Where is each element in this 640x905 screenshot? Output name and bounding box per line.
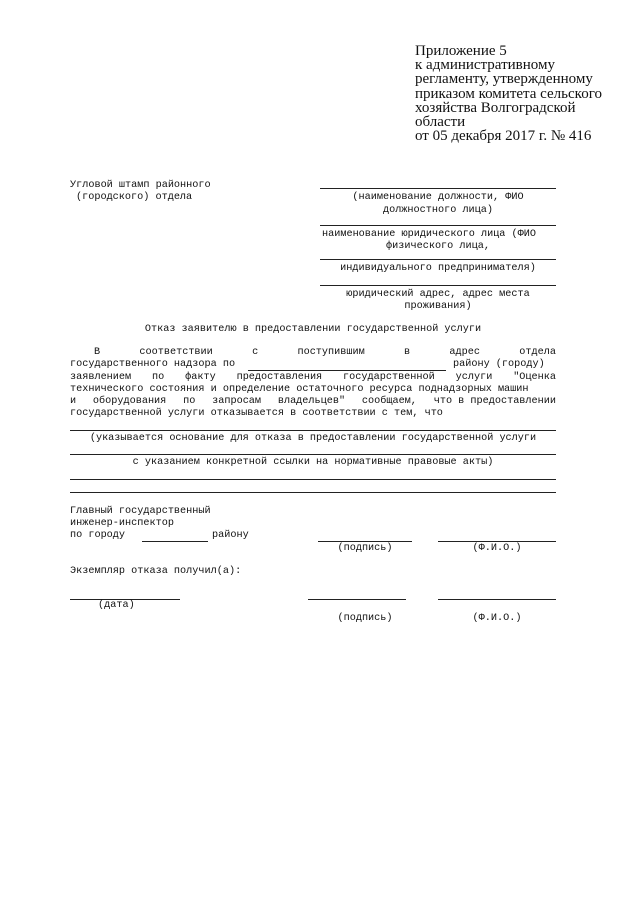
body-line: государственной услуги отказывается в соответствии с тем, что — [70, 408, 443, 419]
body-line: технического состояния и определение остаточного ресурса поднадзорных машин — [70, 384, 529, 395]
body-line: и оборудования по запросам владельцев" сообщаем, что в предоставлении — [70, 396, 556, 407]
address-line — [320, 285, 556, 286]
document-title: Отказ заявителю в предоставлении государственной услуги — [144, 324, 482, 335]
appendix-line: от 05 декабря 2017 г. № 416 — [415, 128, 592, 145]
receipt-name-label: (Ф.И.О.) — [472, 613, 522, 624]
position-hint: (наименование должности, ФИО — [352, 192, 524, 203]
receipt-signature-label: (подпись) — [337, 613, 393, 624]
body-line: государственного надзора по — [70, 359, 236, 370]
address-hint: проживания) — [404, 301, 472, 312]
appendix-line: хозяйства Волгоградской — [415, 99, 576, 116]
reason-line — [70, 454, 556, 455]
name-label: (Ф.И.О.) — [472, 543, 522, 554]
entity-hint: индивидуального предпринимателя) — [340, 263, 536, 274]
body-line: району (городу) — [453, 359, 545, 370]
date-label: (дата) — [98, 600, 135, 611]
position-hint: должностного лица) — [382, 205, 494, 216]
reason-hint: с указанием конкретной ссылки на нормативные правовые акты) — [132, 457, 494, 468]
reason-line — [70, 492, 556, 493]
receipt-signature-line — [308, 599, 406, 600]
reason-line — [70, 430, 556, 431]
entity-hint: физического лица, — [386, 241, 490, 252]
stamp-line: Угловой штамп районного — [70, 180, 211, 191]
appendix-line: приказом комитета сельского — [415, 85, 602, 102]
signer-title: инженер-инспектор — [70, 518, 174, 529]
appendix-line: области — [415, 114, 466, 131]
reason-hint: (указывается основание для отказа в предоставлении государственной услуги — [89, 433, 537, 444]
signer-title: Главный государственный — [70, 506, 211, 517]
signer-city-prefix: по городу — [70, 530, 126, 541]
receipt-name-line — [438, 599, 556, 600]
position-line — [320, 188, 556, 189]
appendix-line: к административному — [415, 57, 555, 74]
signer-district-suffix: району — [212, 530, 249, 541]
receipt-label: Экземпляр отказа получил(а): — [70, 566, 242, 577]
appendix-line: Приложение 5 — [415, 43, 507, 59]
entity-line — [320, 225, 556, 226]
appendix-line: регламенту, утвержденному — [415, 71, 593, 88]
signature-label: (подпись) — [337, 543, 393, 554]
address-hint: юридический адрес, адрес места — [346, 289, 530, 300]
body-line: заявлением по факту предоставления государственной услуги "Оценка — [70, 372, 556, 383]
stamp-line: (городского) отдела — [76, 192, 193, 203]
entity-hint: наименование юридического лица (ФИО — [322, 229, 536, 240]
body-line: В соответствии с поступившим в адрес отдела — [94, 347, 556, 358]
appendix-block — [415, 44, 630, 143]
city-blank — [142, 541, 208, 542]
entity-line — [320, 259, 556, 260]
reason-line — [70, 479, 556, 480]
